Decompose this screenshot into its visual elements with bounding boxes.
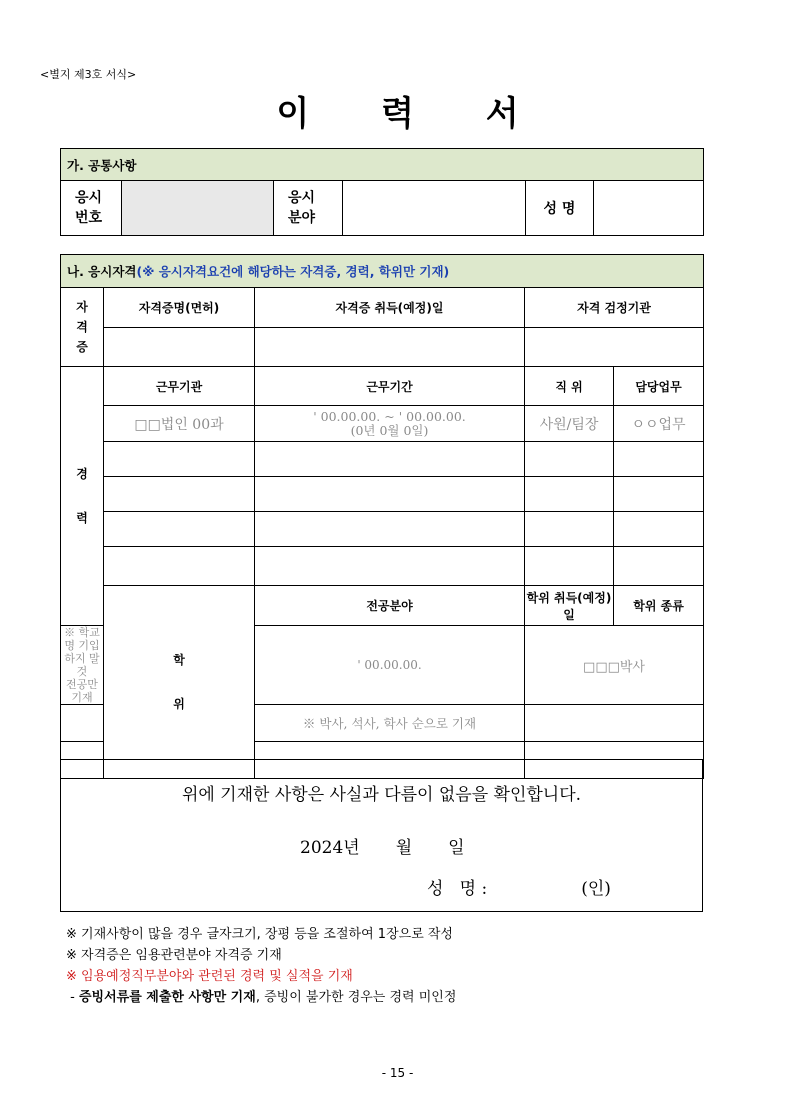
career-cell[interactable] <box>104 547 255 586</box>
confirmation-day: 일 <box>448 838 465 858</box>
page-number: - 15 - <box>381 1066 414 1080</box>
career-col-duty: 담당업무 <box>614 367 704 406</box>
signature-name-label: 성 명 : <box>427 879 488 899</box>
career-example-dates: ' 00.00.00. ~ ' 00.00.00. <box>313 408 466 424</box>
career-col-period: 근무기간 <box>255 367 525 406</box>
common-info-table <box>60 148 704 236</box>
section-b-note: (※ 응시자격요건에 해당하는 자격증, 경력, 학위만 기재) <box>136 264 450 279</box>
confirmation-signature <box>427 874 611 899</box>
degree-cell[interactable] <box>61 705 104 742</box>
career-col-org: 근무기관 <box>104 367 255 406</box>
degree-side-label: 학 위 <box>104 586 255 779</box>
career-cell[interactable] <box>614 477 704 512</box>
note-item: ※ 기재사항이 많을 경우 글자크기, 장평 등을 조절하여 1장으로 작성 <box>66 927 453 942</box>
cert-side-label: 자 격 증 <box>61 288 104 367</box>
page-title: 이 력 서 <box>276 94 549 134</box>
degree-col-major: 전공분야 <box>255 586 525 626</box>
career-example-period <box>255 406 525 442</box>
section-a-header: 가. 공통사항 <box>61 149 704 181</box>
confirmation-year: 2024년 <box>300 838 360 858</box>
career-example-org: □□법인 00과 <box>104 406 255 442</box>
exam-number-label: 응시 번호 <box>61 181 122 236</box>
confirmation-box <box>60 759 703 912</box>
form-label: <별지 제3호 서식> <box>40 68 137 81</box>
confirmation-month: 월 <box>395 838 413 858</box>
confirmation-date <box>300 833 465 858</box>
career-example-duty: ㅇㅇ업무 <box>614 406 704 442</box>
exam-field-input[interactable] <box>343 181 526 236</box>
career-cell[interactable] <box>255 512 525 547</box>
name-label: 성 명 <box>526 181 594 236</box>
cert-date-cell[interactable] <box>255 328 525 367</box>
exam-field-label: 응시 분야 <box>274 181 343 236</box>
career-cell[interactable] <box>104 477 255 512</box>
note-item: ※ 임용예정직무분야와 관련된 경력 및 실적을 기재 <box>66 969 353 984</box>
degree-order-note: ※ 박사, 석사, 학사 순으로 기재 <box>255 705 525 742</box>
career-cell[interactable] <box>255 547 525 586</box>
exam-number-field[interactable] <box>122 181 274 236</box>
cert-col-date: 자격증 취득(예정)일 <box>255 288 525 328</box>
section-b-title: 나. 응시자격 <box>67 264 137 279</box>
career-cell[interactable] <box>104 512 255 547</box>
qualification-table <box>60 254 704 779</box>
confirmation-statement: 위에 기재한 사항은 사실과 다름이 없음을 확인합니다. <box>181 785 582 805</box>
career-cell[interactable] <box>525 512 614 547</box>
degree-cell[interactable] <box>525 705 704 742</box>
name-field[interactable] <box>594 181 704 236</box>
career-cell[interactable] <box>255 442 525 477</box>
cert-col-name: 자격증명(면허) <box>104 288 255 328</box>
note-evidence <box>66 987 456 1008</box>
note-evidence-bold: 증빙서류를 제출한 사항만 기재 <box>78 990 256 1005</box>
career-col-position: 직 위 <box>525 367 614 406</box>
degree-example-date: ' 00.00.00. <box>255 626 525 705</box>
signature-seal: (인) <box>581 879 611 899</box>
degree-col-type: 학위 종류 <box>614 586 704 626</box>
career-cell[interactable] <box>525 547 614 586</box>
career-example-duration: (0년 0월 0일) <box>350 422 429 438</box>
notes <box>66 924 456 1008</box>
cert-col-agency: 자격 검정기관 <box>525 288 704 328</box>
career-cell[interactable] <box>255 477 525 512</box>
career-cell[interactable] <box>525 477 614 512</box>
cert-agency-cell[interactable] <box>525 328 704 367</box>
career-cell[interactable] <box>614 512 704 547</box>
career-example-position: 사원/팀장 <box>525 406 614 442</box>
career-cell[interactable] <box>614 442 704 477</box>
note-evidence-rest: , 증빙이 불가한 경우는 경력 미인정 <box>255 990 457 1005</box>
career-side-label: 경 력 <box>61 367 104 626</box>
career-cell[interactable] <box>104 442 255 477</box>
note-evidence-prefix: - <box>66 990 79 1005</box>
section-b-header <box>61 255 704 288</box>
career-cell[interactable] <box>614 547 704 586</box>
degree-col-date: 학위 취득(예정)일 <box>525 586 614 626</box>
career-cell[interactable] <box>525 442 614 477</box>
degree-example-major: ※ 학교명 기입하지 말 것 전공만 기재 <box>61 626 104 705</box>
cert-name-cell[interactable] <box>104 328 255 367</box>
degree-example-type: □□□박사 <box>525 626 704 705</box>
note-item: ※ 자격증은 임용관련분야 자격증 기재 <box>66 948 282 963</box>
